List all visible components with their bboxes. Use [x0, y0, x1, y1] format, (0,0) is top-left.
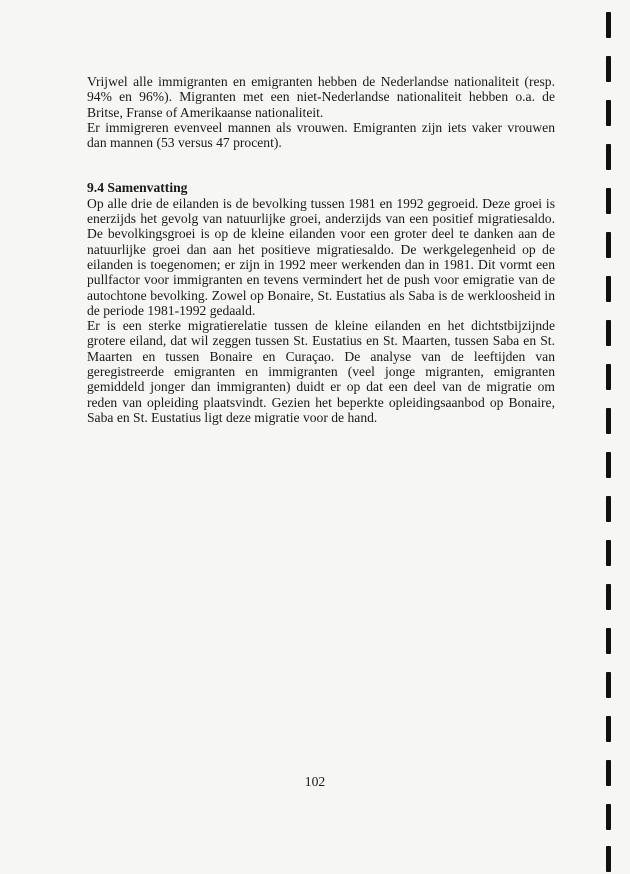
page-content — [87, 74, 555, 425]
page-number: 102 — [304, 774, 326, 789]
index-tab-strip — [606, 0, 618, 874]
paragraph-gender: Er immigreren evenveel mannen als vrouwen. Emigranten zijn iets vaker vrouwen dan mannen (53 versus 47 procent). — [87, 119, 555, 151]
summary-paragraph-1: Op alle drie de eilanden is de bevolking tussen 1981 en 1992 gegroeid. Deze groei is enerzijds het gevolg van natuurlijke groei, anderzijds van een positief migratiesaldo. De bevolkingsgroei is op de kleine eilanden voor een groter deel te danken aan de natuurlijke groei dan aan het positieve migratiesaldo. De werkgelegenheid op de eilanden is toegenomen; er zijn in 1992 meer werkenden dan in 1981. Dit vormt een pullfactor voor immigranten en tevens vermindert het de push voor emigratie van de autochtone bevolking. Zowel op Bonaire, St. Eustatius als Saba is de werkloosheid in de periode 1981-1992 gedaald. — [87, 195, 555, 318]
paragraph-nationality: Vrijwel alle immigranten en emigranten hebben de Nederlandse nationaliteit (resp. 94% en 96%). Migranten met een niet-Nederlandse nationaliteit hebben o.a. de Britse, Franse of Amerikaanse nationaliteit. — [87, 74, 555, 120]
section-heading: 9.4 Samenvatting — [87, 180, 188, 196]
summary-paragraph-2: Er is een sterke migratierelatie tussen de kleine eilanden en het dichtstbijzijnde grotere eiland, dat wil zeggen tussen St. Eustatius en St. Maarten, tussen Saba en St. Maarten en tussen Bonaire en Curaçao. De analyse van de leeftijden van geregistreerde emigranten en immigranten (veel jonge migranten, emigranten gemiddeld jonger dan immigranten) duidt er op dat een deel van de migratie om reden van opleiding plaatsvindt. Gezien het beperkte opleidingsaanbod op Bonaire, Saba en St. Eustatius ligt deze migratie voor de hand. — [87, 318, 555, 425]
show-through-area — [86, 378, 556, 764]
